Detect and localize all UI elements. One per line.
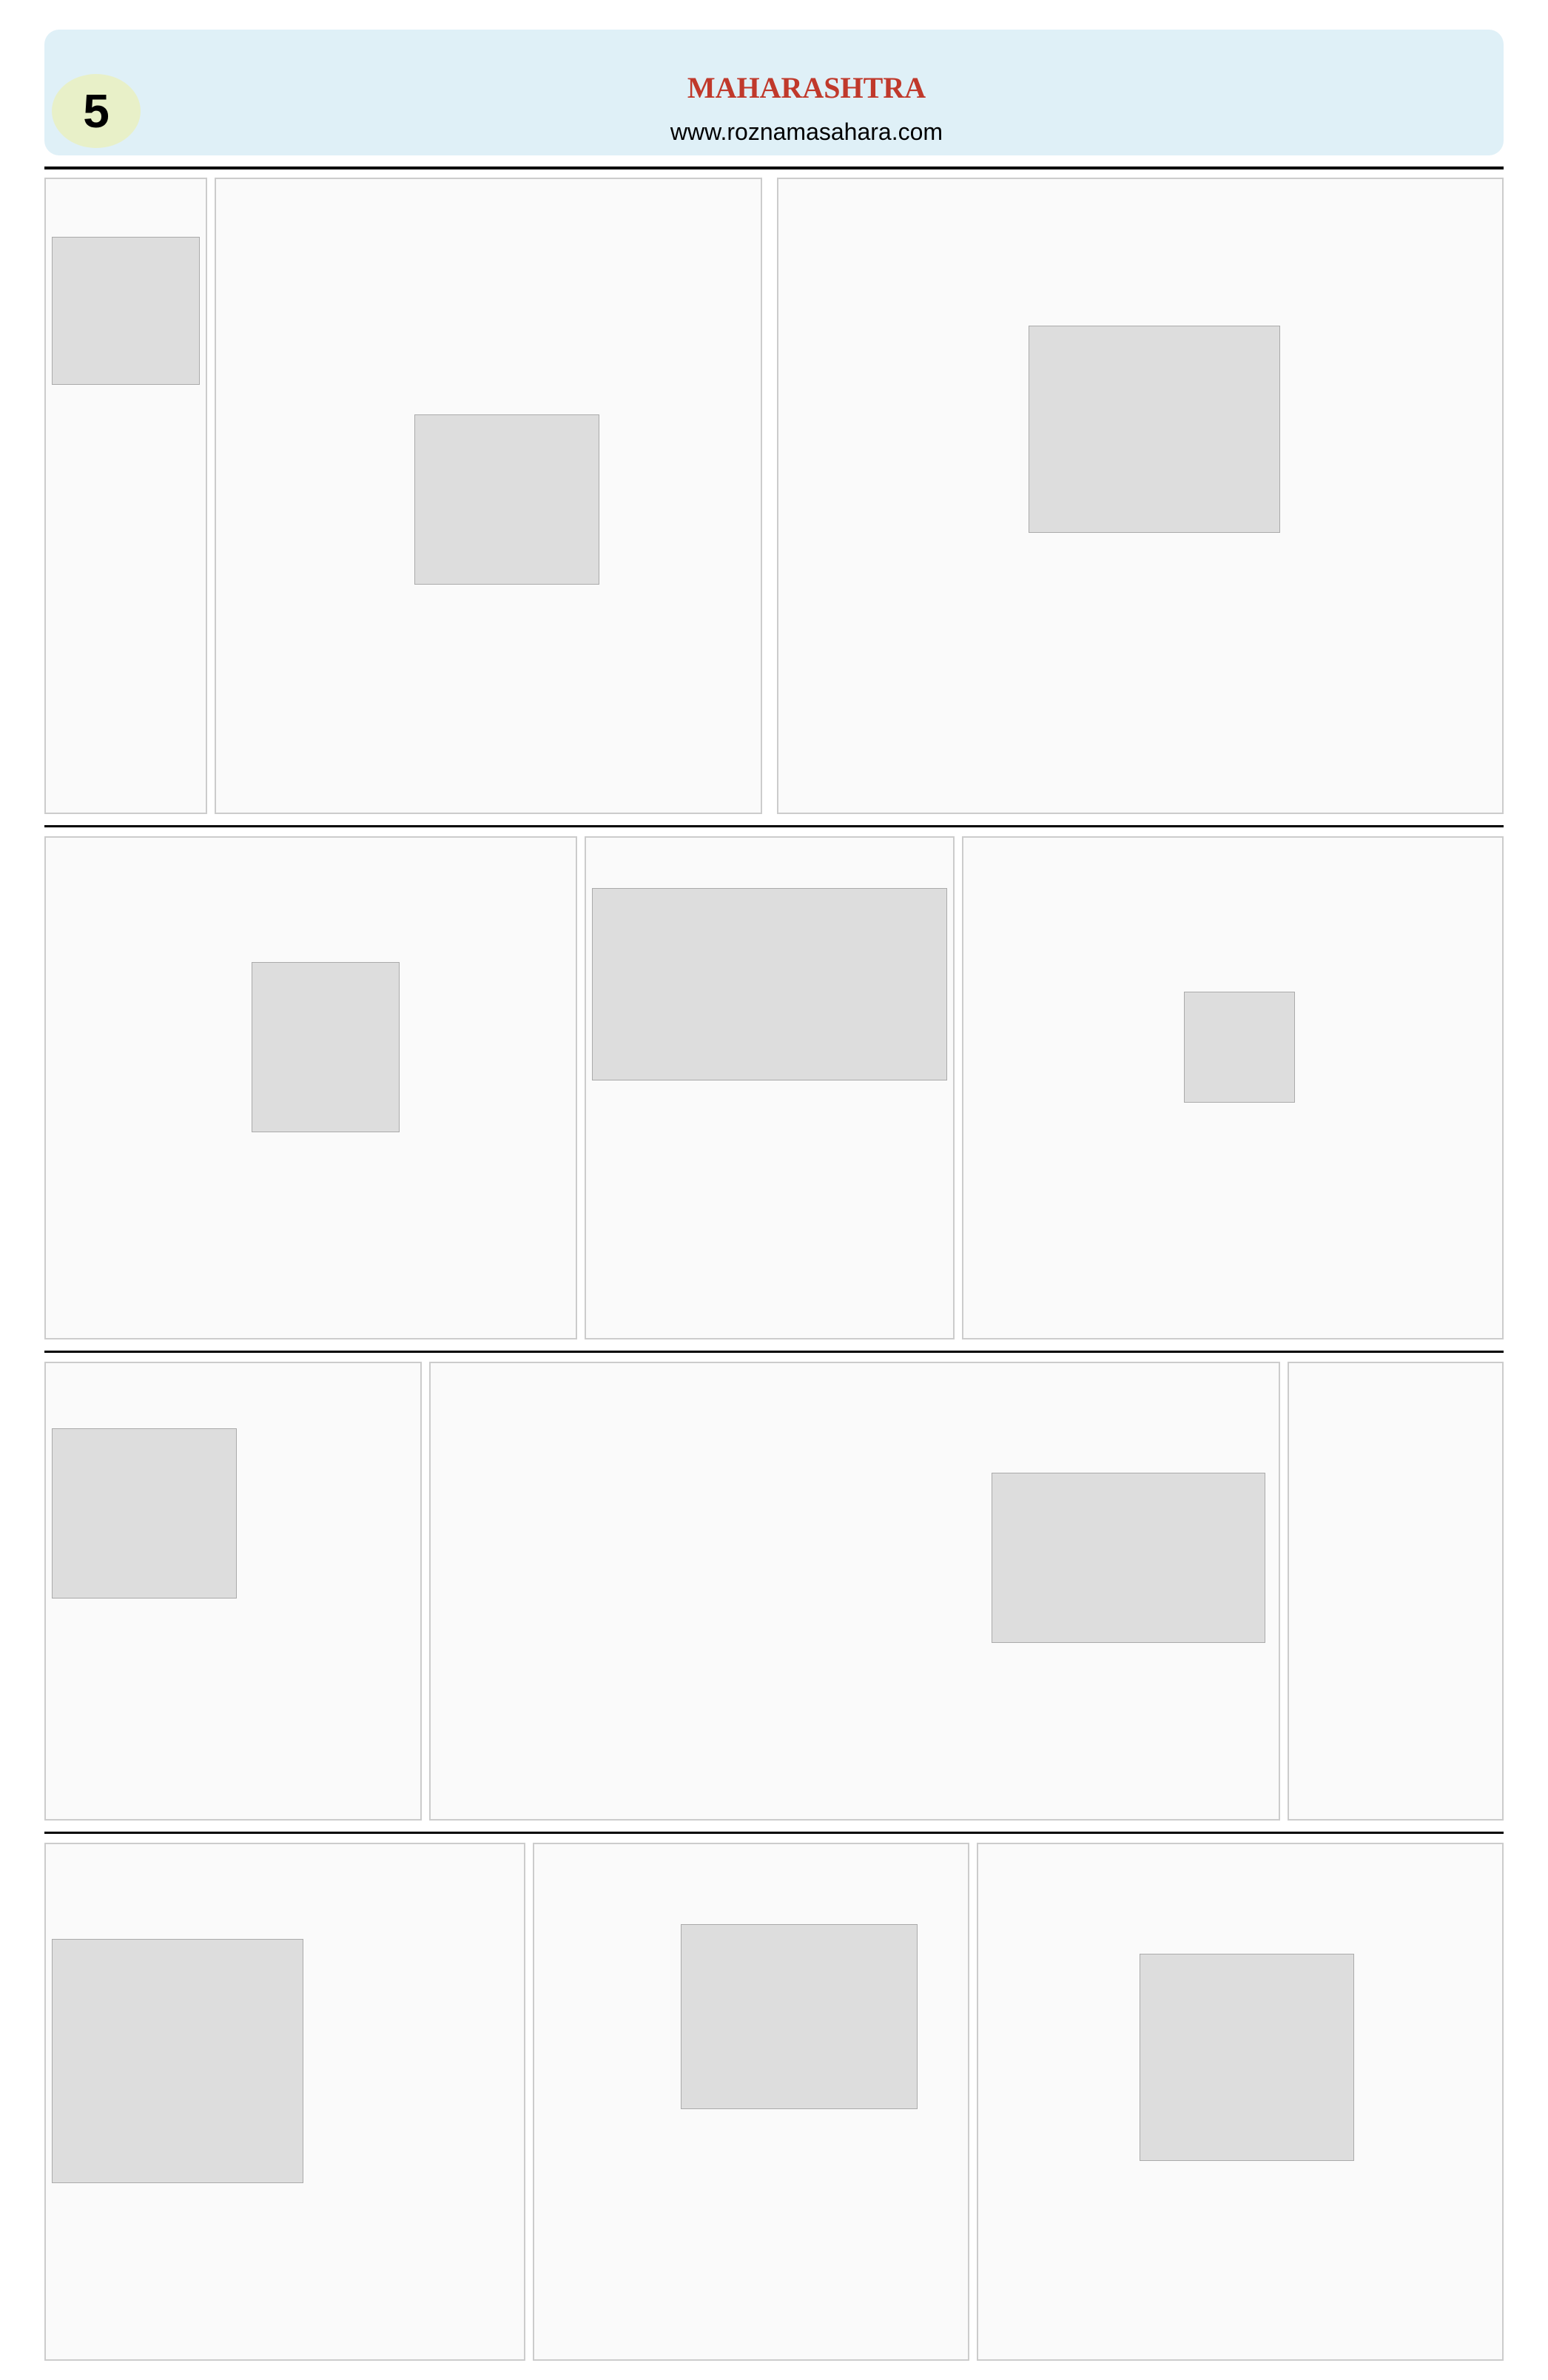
article-row3-right	[1288, 1362, 1504, 1821]
article-photo	[681, 1924, 918, 2109]
article-photo	[1184, 992, 1295, 1103]
article-photo	[1029, 326, 1280, 533]
divider	[44, 1351, 1504, 1353]
article-photo	[1140, 1954, 1354, 2161]
article-photo	[992, 1473, 1265, 1643]
divider	[44, 1832, 1504, 1834]
article-photo	[52, 1939, 303, 2183]
divider	[44, 167, 1504, 169]
divider	[44, 825, 1504, 827]
article-photo	[592, 888, 947, 1080]
article-photo	[414, 414, 599, 585]
article-photo	[252, 962, 400, 1132]
article-photo	[52, 237, 200, 385]
website-url[interactable]: www.roznamasahara.com	[670, 118, 943, 145]
page-number: 5	[52, 74, 141, 148]
article-photo	[52, 1428, 237, 1599]
section-title-english: MAHARASHTRA	[687, 71, 926, 104]
